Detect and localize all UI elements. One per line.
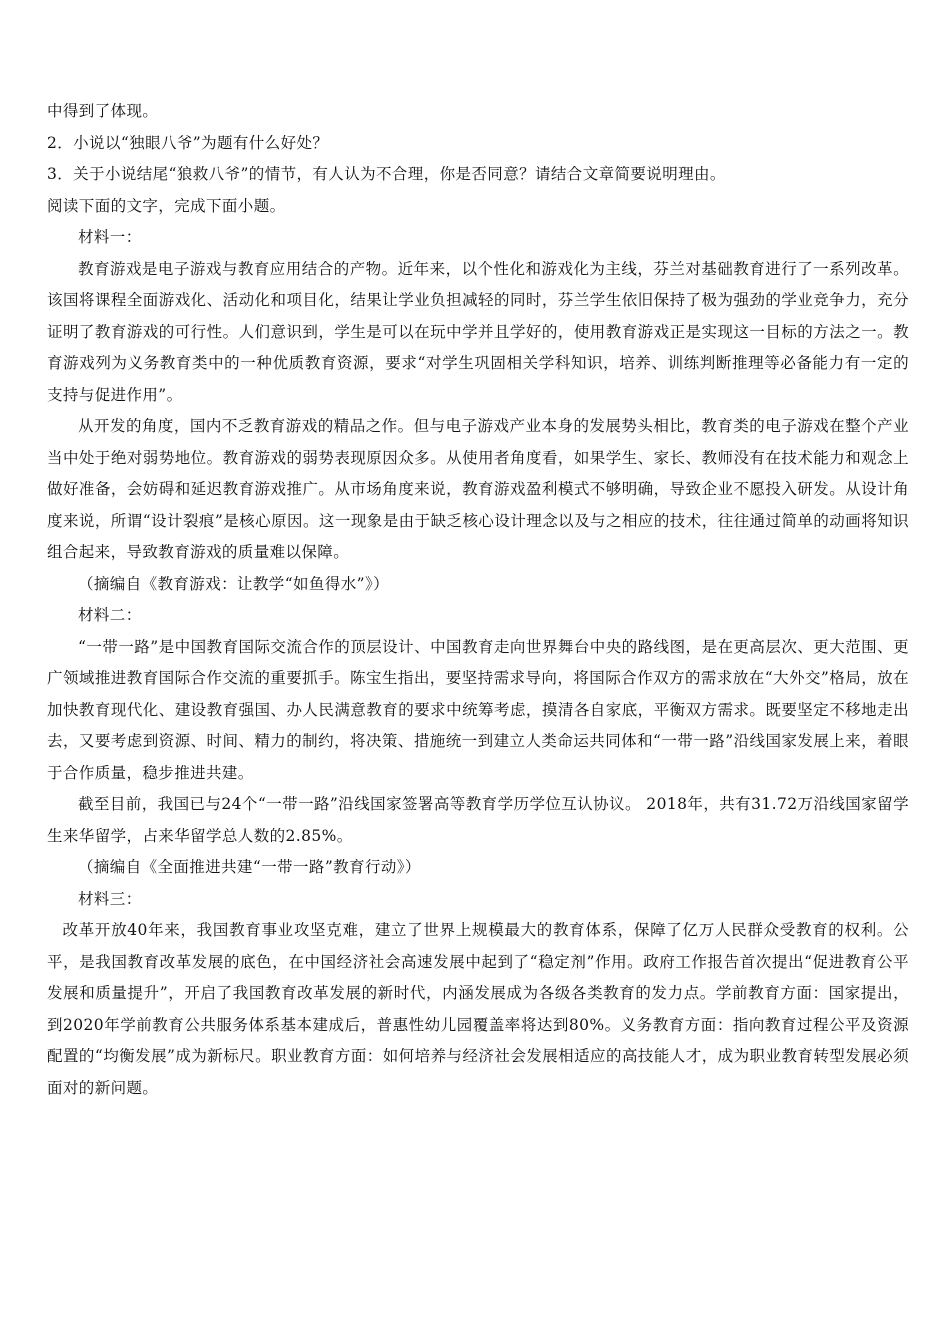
material-3-paragraph-1: 改革开放40年来，我国教育事业攻坚克难，建立了世界上规模最大的教育体系，保障了亿万人民群众受教育的权利。公平，是我国教育改革发展的底色，在中国经济社会高速发展中起到了“稳定剂”作用。政府工作报告首次提出“促进教育公平发展和质量提升”，开启了我国教育改革发展的新时代，内涵发展成为各级各类教育的发力点。学前教育方面：国家提出，到2020年学前教育公共服务体系基本建成后，普惠性幼儿园覆盖率将达到80%。义务教育方面：指向教育过程公平及资源配置的“均衡发展”成为新标尺。职业教育方面：如何培养与经济社会发展相适应的高技能人才，成为职业教育转型发展必须面对的新问题。 <box>47 921 909 1097</box>
carryover-line: 中得到了体现。 <box>47 102 159 120</box>
reading-instruction: 阅读下面的文字，完成下面小题。 <box>47 196 286 215</box>
material-1-paragraph-2: 从开发的角度，国内不乏教育游戏的精品之作。但与电子游戏产业本身的发展势头相比，教育类的电子游戏在整个产业当中处于绝对弱势地位。教育游戏的弱势表现原因众多。从使用者角度看，如果学生、家长、教师没有在技术能力和观念上做好准备，会妨碍和延迟教育游戏推广。从市场角度来说，教育游戏盈利模式不够明确，导致企业不愿投入研发。从设计角度来说，所谓“设计裂痕”是核心原因。这一现象是由于缺乏核心设计理念以及与之相应的技术，往往通过简单的动画将知识组合起来，导致教育游戏的质量难以保障。 <box>47 417 909 561</box>
material-2-paragraph-2: 截至目前，我国已与24个“一带一路”沿线国家签署高等教育学历学位互认协议。 2018年，共有31.72万沿线国家留学生来华留学，占来华留学总人数的2.85%。 <box>47 795 909 845</box>
material-2-paragraph-1: “一带一路”是中国教育国际交流合作的顶层设计、中国教育走向世界舞台中央的路线图，是在更高层次、更大范围、更广领域推进教育国际合作交流的重要抓手。陈宝生指出，要坚持需求导向，将国际合作双方的需求放在“大外交”格局，放在加快教育现代化、建设教育强国、办人民满意教育的要求中统筹考虑，摸清各自家底，平衡双方需求。既要坚定不移地走出去，又要考虑到资源、时间、精力的制约，将决策、措施统一到建立人类命运共同体和“一带一路”沿线国家发展上来，着眼于合作质量，稳步推进共建。 <box>47 637 909 782</box>
question-2: 2．小说以“独眼八爷”为题有什么好处？ <box>47 133 329 152</box>
material-2-label: 材料二： <box>78 606 142 624</box>
material-1-paragraph-1: 教育游戏是电子游戏与教育应用结合的产物。近年来，以个性化和游戏化为主线，芬兰对基础教育进行了一系列改革。该国将课程全面游戏化、活动化和项目化，结果让学业负担减轻的同时，芬兰学生依旧保持了极为强劲的学业竞争力，充分证明了教育游戏的可行性。人们意识到，学生是可以在玩中学并且学好的，使用教育游戏正是实现这一目标的方法之一。教育游戏列为义务教育类中的一种优质教育资源，要求“对学生巩固相关学科知识，培养、训练判断推理等必备能力有一定的支持与促进作用”。 <box>47 259 909 404</box>
material-1-source: （摘编自《教育游戏：让教学“如鱼得水”》） <box>78 574 389 593</box>
material-3-label: 材料三： <box>78 889 142 908</box>
question-3: 3．关于小说结尾“狼救八爷”的情节，有人认为不合理，你是否同意？请结合文章简要说明理由。 <box>47 165 726 183</box>
document-body <box>47 96 909 1104</box>
material-2-source: （摘编自《全面推进共建“一带一路”教育行动》） <box>78 858 421 876</box>
material-1-label: 材料一： <box>78 228 142 246</box>
